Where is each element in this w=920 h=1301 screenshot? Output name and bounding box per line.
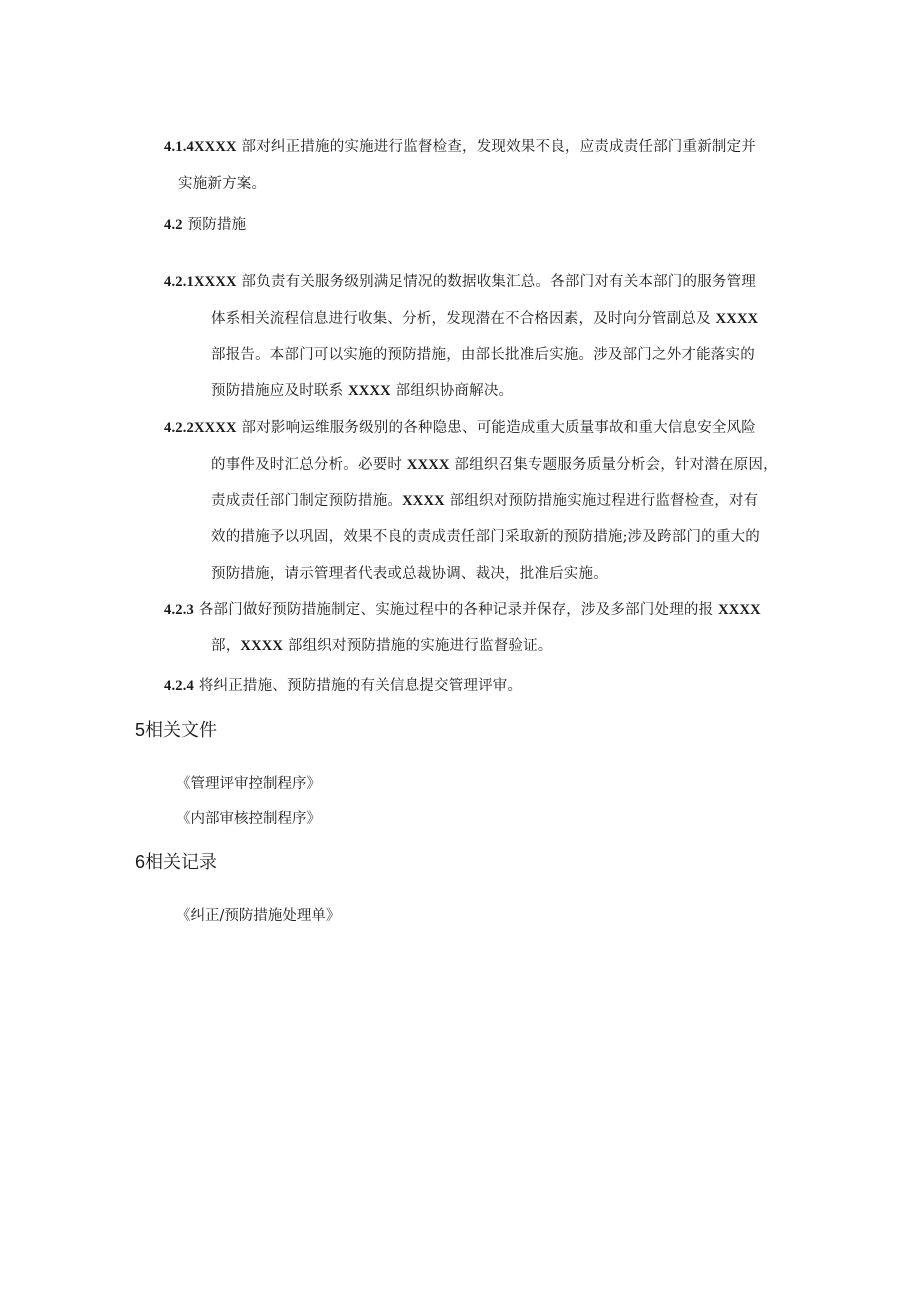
clause-text: 体系相关流程信息进行收集、分析，发现潜在不合格因素，及时向分管副总及 (211, 311, 711, 327)
org-placeholder: XXXX (194, 139, 237, 155)
clause-4-2-2-line-4 (211, 527, 760, 547)
clause-number: 4.2.1 (164, 274, 194, 290)
clause-text: 部对影响运维服务级别的各种隐患、可能造成重大质量事故和重大信息安全风险 (241, 420, 756, 436)
clause-4-2-2-line-2 (211, 455, 778, 475)
clause-text: 效的措施予以巩固，效果不良的责成责任部门采取新的预防措施;涉及跨部门的重大的 (211, 529, 760, 545)
clause-4-2-1-line-4 (211, 381, 513, 401)
clause-text: 的事件及时汇总分析。必要时 (211, 457, 403, 473)
clause-text: 将纠正措施、预防措施的有关信息提交管理评审。 (198, 678, 523, 694)
org-placeholder: XXXX (348, 383, 391, 399)
clause-4-1-4-line-2 (178, 174, 266, 194)
org-placeholder: XXXX (406, 457, 450, 473)
section-5-heading: 5相关文件 (135, 720, 218, 740)
related-record-item: 《纠正/预防措施处理单》 (176, 908, 341, 924)
clause-4-2-3-line-1 (164, 600, 761, 620)
org-placeholder: XXXX (715, 311, 759, 327)
clause-text: 部组织对预防措施的实施进行监督验证。 (287, 638, 553, 654)
clause-number: 4.1.4 (164, 139, 194, 155)
clause-text: 部组织对预防措施实施过程进行监督检查，对有 (449, 493, 759, 509)
section-6-heading: 6相关记录 (135, 852, 218, 872)
clause-number: 4.2.4 (164, 678, 194, 694)
clause-4-2-2-line-3 (211, 491, 758, 511)
clause-text: 预防措施，请示管理者代表或总裁协调、裁决，批准后实施。 (211, 566, 608, 582)
clause-text: 各部门做好预防措施制定、实施过程中的各种记录并保存，涉及多部门处理的报 (198, 602, 714, 618)
related-document-item: 《管理评审控制程序》 (176, 776, 321, 792)
clause-text: 部报告。本部门可以实施的预防措施，由部长批准后实施。涉及部门之外才能落实的 (211, 347, 755, 363)
clause-4-2-1-line-3 (211, 345, 755, 365)
org-placeholder: XXXX (718, 602, 761, 618)
org-placeholder: XXXX (240, 638, 284, 654)
related-document-item: 《内部审核控制程序》 (176, 811, 321, 827)
clause-text: 责成责任部门制定预防措施。 (211, 493, 403, 509)
clause-4-2-4-line-1 (164, 676, 522, 696)
clause-text: 部组织协商解决。 (395, 383, 514, 399)
clause-4-1-4-line-1 (164, 137, 756, 157)
clause-text: 预防措施应及时联系 (211, 383, 344, 399)
org-placeholder: XXXX (194, 420, 237, 436)
org-placeholder: XXXX (194, 274, 237, 290)
clause-4-2-2-line-1 (164, 418, 756, 438)
clause-text: 部组织召集专题服务质量分析会，针对潜在原因， (454, 457, 778, 473)
clause-number: 4.2.2 (164, 420, 194, 436)
clause-4-2-2-line-5 (211, 564, 608, 584)
clause-text: 部， (211, 638, 241, 654)
org-placeholder: XXXX (402, 493, 445, 509)
clause-4-2-1-line-1 (164, 272, 756, 292)
clause-4-2-1-line-2 (211, 309, 758, 329)
clause-text: 部负责有关服务级别满足情况的数据收集汇总。各部门对有关本部门的服务管理 (241, 274, 756, 290)
section-title: 预防措施 (187, 217, 247, 233)
clause-number: 4.2.3 (164, 602, 194, 618)
section-number: 4.2 (164, 217, 183, 233)
section-4-2-title (164, 215, 246, 235)
clause-text: 部对纠正措施的实施进行监督检查，发现效果不良，应责成责任部门重新制定并 (241, 139, 756, 155)
clause-text: 实施新方案。 (178, 176, 267, 192)
clause-4-2-3-line-2 (211, 636, 553, 656)
